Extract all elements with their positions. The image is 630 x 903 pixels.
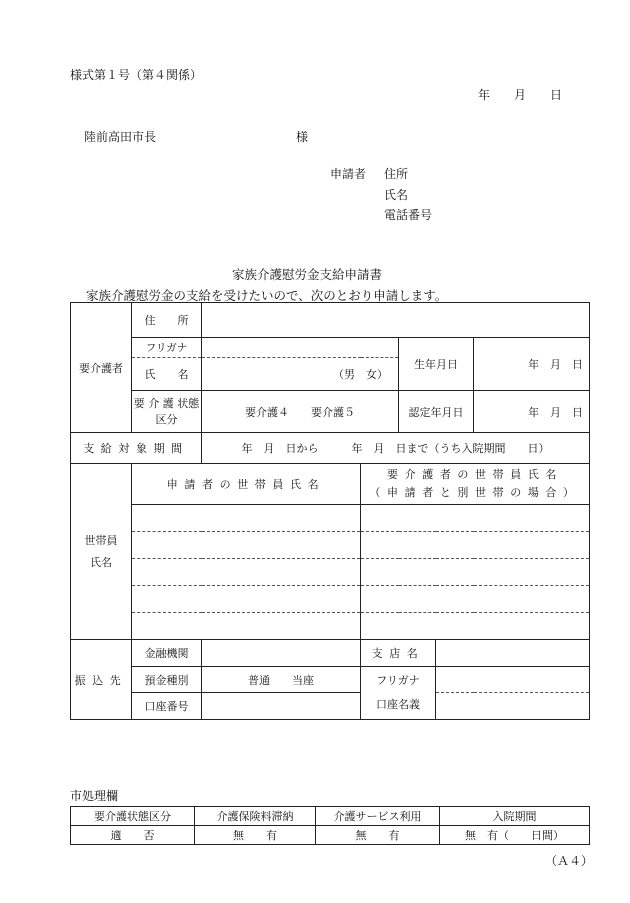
household-col2-title: 要介護者の世帯員氏名 (387, 468, 564, 481)
household-group: 世帯員氏名 (71, 464, 132, 640)
household-row-3-b[interactable] (361, 559, 590, 586)
cert-date-field[interactable]: 年 月 日 (474, 391, 590, 433)
household-row-5-a[interactable] (132, 613, 361, 640)
household-row-4-b[interactable] (361, 586, 590, 613)
bank-group: 振込先 (71, 640, 132, 720)
bank-branch-field[interactable] (436, 640, 590, 667)
care-person-group: 要介護者 (71, 303, 132, 433)
applicant-label: 申請者 (330, 167, 367, 181)
cert-date-label: 認定年月日 (399, 391, 474, 433)
birth-date-field[interactable]: 年 月 日 (474, 338, 590, 391)
care-level-label: 要 介 護 状態区分 (132, 391, 202, 433)
household-col2-header (361, 464, 590, 505)
household-col2-subtitle: （申請者と別世帯の場合） (369, 486, 581, 499)
bank-institution-label: 金融機関 (132, 640, 202, 667)
office-value-3[interactable]: 無 有 (316, 826, 440, 845)
period-field[interactable]: 年 月 日から 年 月 日まで（うち入院期間 日） (202, 433, 590, 464)
care-furigana-field[interactable] (202, 338, 399, 358)
office-value-1[interactable]: 適 否 (71, 826, 195, 845)
household-row-4-a[interactable] (132, 586, 361, 613)
office-value-2[interactable]: 無 有 (195, 826, 316, 845)
sama-label: 様 (296, 130, 309, 144)
bank-institution-field[interactable] (202, 640, 361, 667)
care-address-label: 住 所 (132, 303, 202, 338)
office-value-4[interactable]: 無 有（ 日間） (440, 826, 590, 845)
office-header-2: 介護保険料滞納 (195, 807, 316, 826)
account-holder-label (361, 667, 436, 720)
office-title: 市処理欄 (70, 789, 119, 803)
intro-text: 家族介護慰労金の支給を受けたいので、次のとおり申請します。 (86, 288, 448, 303)
date-line: 年 月 日 (478, 88, 563, 102)
household-row-3-a[interactable] (132, 559, 361, 586)
applicant-phone-label: 電話番号 (384, 208, 433, 222)
mayor-name: 陸前高田市長 (84, 130, 157, 144)
household-row-1-b[interactable] (361, 505, 590, 532)
household-col1-header: 申請者の世帯員氏名 (132, 464, 361, 505)
office-header-4: 入院期間 (440, 807, 590, 826)
office-header-1: 要介護状態区分 (71, 807, 195, 826)
household-row-1-a[interactable] (132, 505, 361, 532)
household-row-2-b[interactable] (361, 532, 590, 559)
bank-branch-label: 支店名 (361, 640, 436, 667)
office-header-3: 介護サービス利用 (316, 807, 440, 826)
care-name-field[interactable] (202, 358, 399, 391)
care-address-field[interactable] (202, 303, 590, 338)
account-no-field[interactable] (202, 693, 361, 720)
sex-selector[interactable]: （男 女） (333, 368, 388, 381)
holder-furigana-field[interactable] (436, 667, 590, 693)
care-furigana-label: フリガナ (132, 338, 202, 358)
household-row-5-b[interactable] (361, 613, 590, 640)
care-level-options[interactable]: 要介護４ 要介護５ (202, 391, 399, 433)
form-number: 様式第１号（第４関係） (70, 68, 203, 82)
holder-furigana-label: フリガナ (376, 674, 420, 687)
form-title: 家族介護慰労金支給申請書 (232, 267, 383, 282)
household-row-2-a[interactable] (132, 532, 361, 559)
office-table (70, 806, 590, 845)
period-label: 支給対象期間 (71, 433, 202, 464)
care-name-label: 氏 名 (132, 358, 202, 391)
account-type-options[interactable]: 普通 当座 (202, 667, 361, 693)
application-table (70, 302, 590, 720)
account-no-label: 口座番号 (132, 693, 202, 720)
paper-size-label: （Ａ４） (545, 854, 594, 868)
account-type-label: 預金種別 (132, 667, 202, 693)
holder-name-field[interactable] (436, 693, 590, 720)
applicant-address-label: 住所 (384, 167, 409, 181)
applicant-name-label: 氏名 (384, 188, 409, 202)
birth-label: 生年月日 (399, 338, 474, 391)
holder-name-label: 口座名義 (376, 698, 420, 711)
